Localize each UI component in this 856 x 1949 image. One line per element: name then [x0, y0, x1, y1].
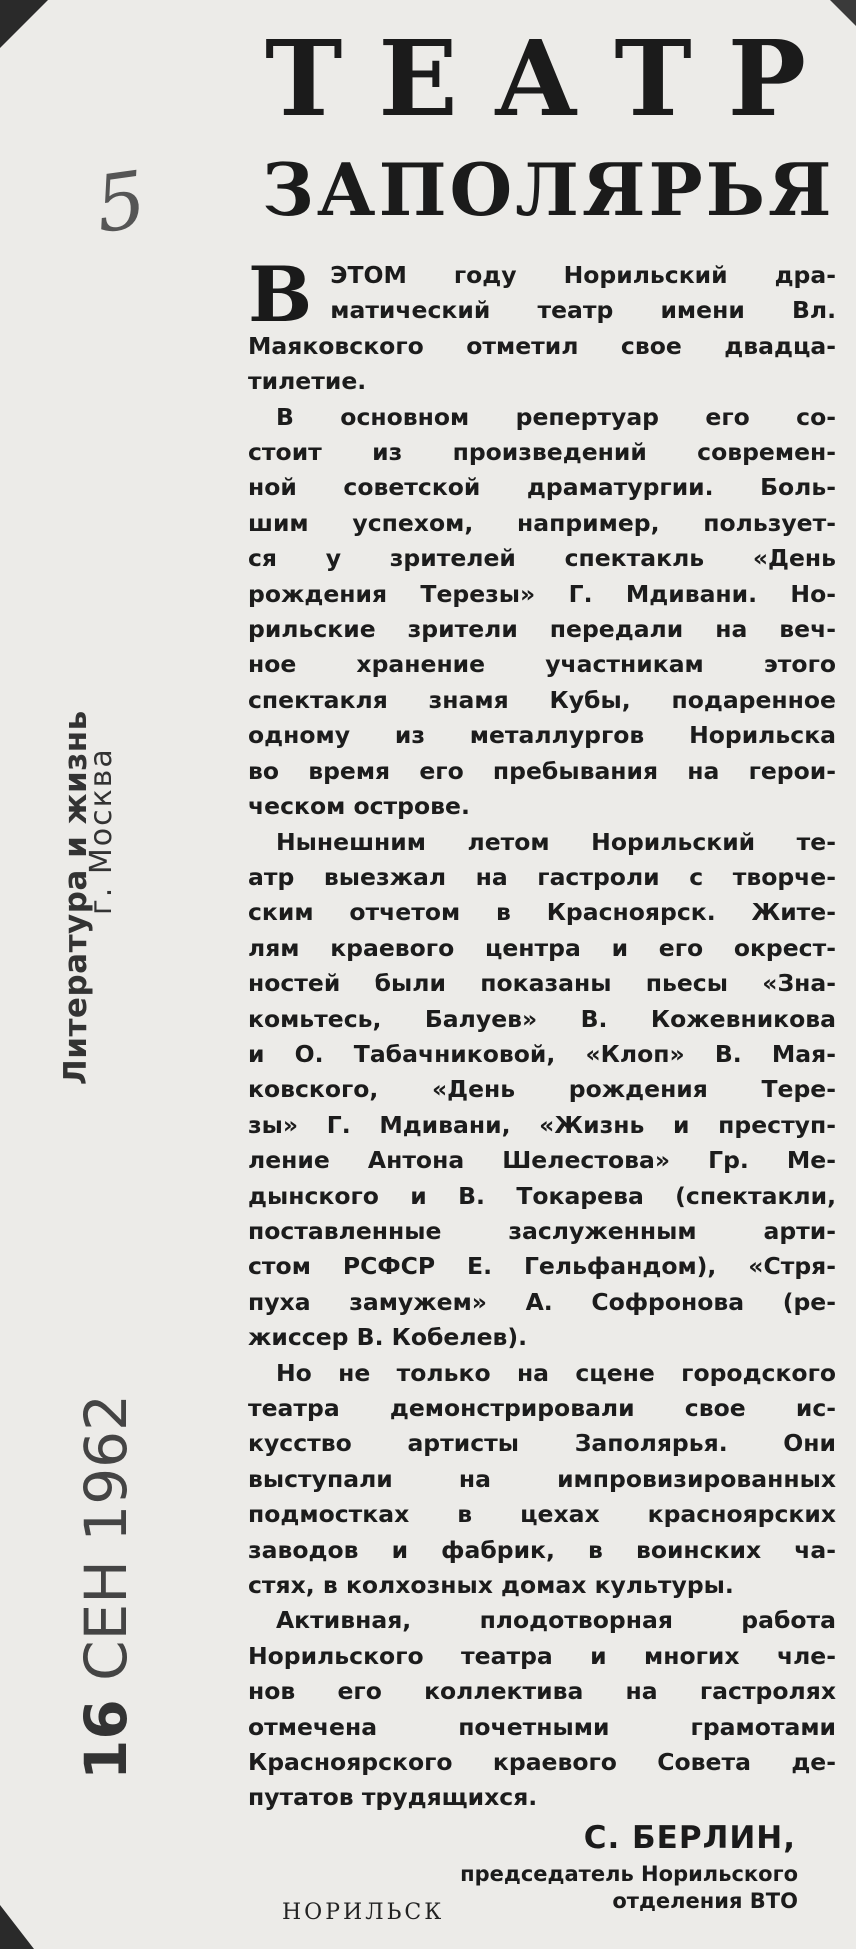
article-title: ТЕАТР	[265, 17, 842, 140]
text-line: стях, в колхозных домах культуры.	[248, 1571, 734, 1600]
text-line: атр выезжал на гастроли с творче-	[248, 862, 836, 891]
text-line: подмостках в цехах красноярских	[248, 1500, 836, 1529]
text-line: тилетие.	[248, 367, 367, 396]
text-line: Маяковского отметил свое двадца-	[248, 331, 836, 360]
text-line: матический театр имени Вл.	[330, 296, 836, 325]
text-line: комьтесь, Балуев» В. Кожевникова	[248, 1004, 836, 1033]
source-stamp-publication: Литература и жизнь	[58, 710, 94, 1085]
text-line: рильские зрители передали на веч-	[248, 615, 836, 644]
text-line: ческом острове.	[248, 792, 470, 821]
text-line: выступали на импровизированных	[248, 1464, 836, 1493]
author-name: С. БЕРЛИН,	[583, 1820, 796, 1856]
text-line: нов его коллектива на гастролях	[248, 1677, 836, 1706]
text-line: одному из металлургов Норильска	[248, 721, 836, 750]
text-line: Активная, плодотворная работа	[276, 1606, 836, 1635]
dateline-place: НОРИЛЬСК	[282, 1900, 445, 1925]
text-line: Но не только на сцене городского	[276, 1358, 836, 1387]
paragraph	[248, 1603, 836, 1815]
paragraph	[248, 400, 836, 825]
text-line: дынского и В. Токарева (спектакли,	[248, 1181, 836, 1210]
source-stamp-city: г. Москва	[84, 747, 119, 915]
text-line: пуха замужем» А. Софронова (ре-	[248, 1287, 836, 1316]
text-line: рождения Терезы» Г. Мдивани. Но-	[248, 579, 836, 608]
article-body	[248, 250, 836, 1816]
drop-cap: В	[248, 250, 313, 339]
text-line: Нынешним летом Норильский те-	[276, 827, 836, 856]
text-line: заводов и фабрик, в воинских ча-	[248, 1535, 836, 1564]
author-role-line: отделения ВТО	[612, 1889, 798, 1913]
text-line: стоит из произведений современ-	[248, 438, 836, 467]
text-line: отмечена почетными грамотами	[248, 1712, 836, 1741]
date-stamp-month-year: СЕН 1962	[72, 1394, 140, 1700]
text-line: ковского, «День рождения Тере-	[248, 1075, 836, 1104]
text-line: ностей были показаны пьесы «Зна-	[248, 969, 836, 998]
text-line: стом РСФСР Е. Гельфандом), «Стря-	[248, 1252, 836, 1281]
author-role	[460, 1861, 798, 1915]
text-line: шим успехом, например, пользует-	[248, 508, 836, 537]
text-line: В основном репертуар его со-	[276, 402, 836, 431]
text-line: зы» Г. Мдивани, «Жизнь и преступ-	[248, 1110, 836, 1139]
text-line: поставленные заслуженным арти-	[248, 1216, 836, 1245]
text-line: жиссер В. Кобелев).	[248, 1323, 528, 1352]
article-subtitle: ЗАПОЛЯРЬЯ	[262, 147, 835, 232]
date-stamp-day: 16	[72, 1699, 140, 1780]
text-line: кусство артисты Заполярья. Они	[248, 1429, 836, 1458]
date-stamp	[72, 1394, 140, 1780]
text-line: и О. Табачниковой, «Клоп» В. Мая-	[248, 1039, 836, 1068]
text-line: ЭТОМ году Норильский дра-	[330, 261, 836, 289]
author-role-line: председатель Норильского	[460, 1862, 798, 1886]
handwritten-number: 5	[89, 154, 152, 252]
paragraph	[248, 250, 836, 400]
text-line: театра демонстрировали свое ис-	[248, 1394, 836, 1422]
paragraph	[248, 1356, 836, 1604]
text-line: Красноярского краевого Совета де-	[248, 1748, 836, 1777]
text-line: ление Антона Шелестова» Гр. Ме-	[248, 1146, 836, 1175]
paragraph	[248, 825, 836, 1356]
text-line: путатов трудящихся.	[248, 1783, 538, 1812]
text-line: ное хранение участникам этого	[248, 650, 836, 679]
text-line: ся у зрителей спектакль «День	[248, 544, 836, 573]
text-line: лям краевого центра и его окрест-	[248, 933, 836, 962]
text-line: ной советской драматургии. Боль-	[248, 473, 836, 502]
scan-corner	[0, 0, 48, 48]
text-line: ским отчетом в Красноярск. Жите-	[248, 898, 836, 927]
text-line: во время его пребывания на герои-	[248, 756, 836, 785]
text-line: Норильского театра и многих чле-	[248, 1641, 836, 1670]
text-line: спектакля знамя Кубы, подаренное	[248, 685, 836, 714]
scan-corner	[0, 1905, 34, 1949]
